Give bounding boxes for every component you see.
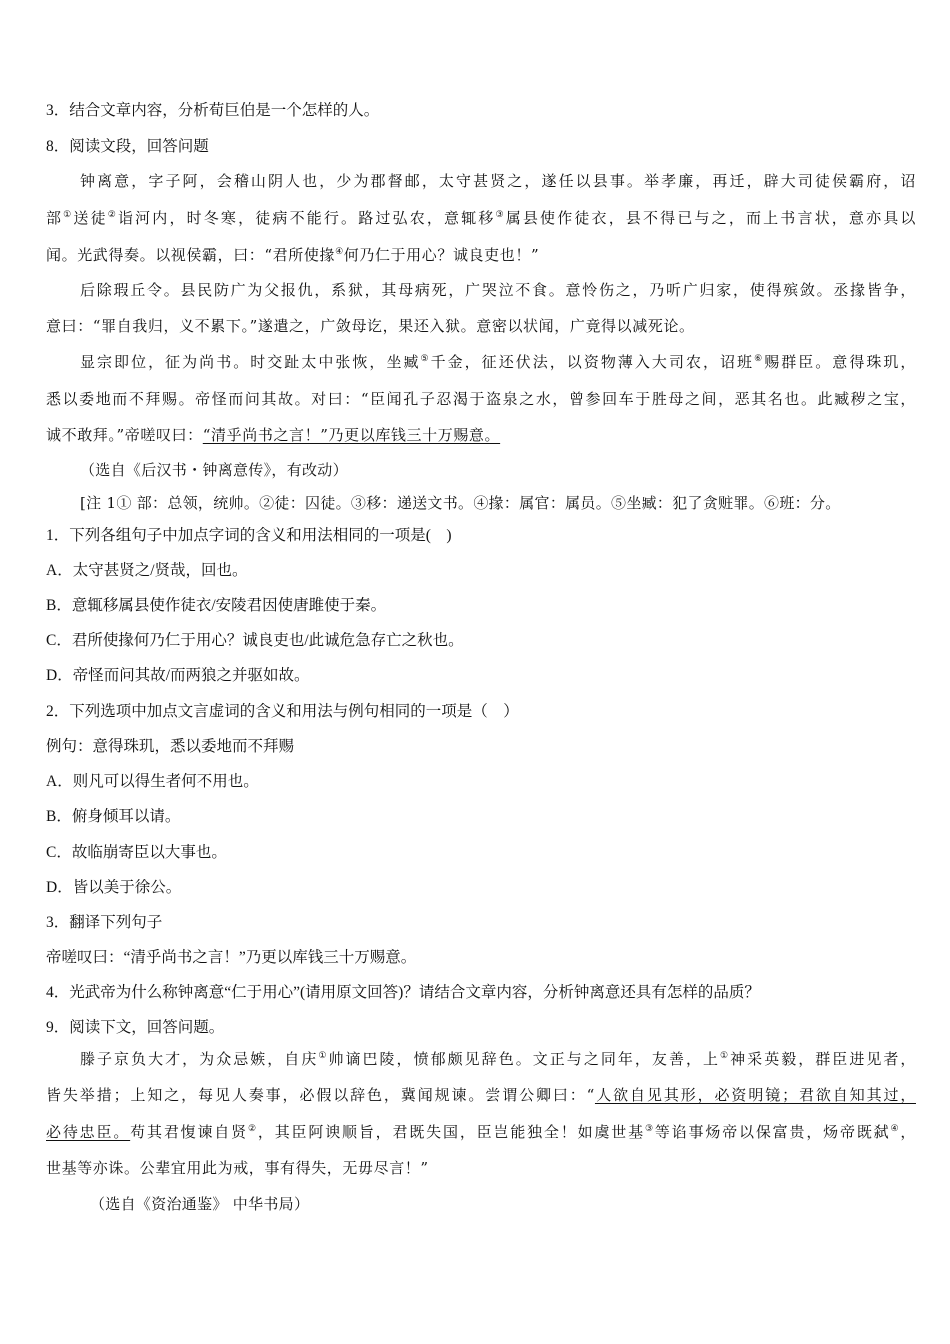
note-marker: ⑤ — [420, 354, 431, 364]
q8-q2-option-b: B．俯身倾耳以请。 — [46, 808, 181, 825]
q8-q1-option-b: B．意辄移属县使作徒衣/安陵君因使唐雎使于秦。 — [46, 597, 387, 614]
passage-9-line1: 滕子京负大才，为众忌嫉，自庆①帅谪巴陵，愤郁颇见辞色。文正与之同年，友善，上①神采英毅，群臣进见者， — [80, 1050, 916, 1068]
q8-question-3: 3．翻译下列句子 — [46, 914, 163, 931]
passage-8-p1-line1: 钟离意，字子阿，会稽山阴人也，少为郡督邮，太守甚贤之，遂任以县事。举孝廉，再迁，辟大司徒侯霸府，诏 — [80, 172, 916, 190]
note-marker: ① — [318, 1051, 329, 1061]
q8-q1-option-d: D．帝怪而问其故/而两狼之并驱如故。 — [46, 667, 310, 684]
note-marker: ① — [63, 210, 74, 220]
note-marker: ④ — [335, 247, 344, 257]
note-marker: ⑥ — [754, 354, 765, 364]
passage-9-line4: 世基等亦诛。公辈宜用此为戒，事有得失，无毋尽言！” — [46, 1159, 429, 1177]
q8-q1-option-c: C．君所使掾何乃仁于用心？诚良吏也/此诚危急存亡之秋也。 — [46, 632, 464, 649]
underlined-sentence: 人欲自见其形，必资明镜；君欲自知其过， — [594, 1086, 916, 1104]
underlined-sentence: “清乎尚书之言！”乃更以库钱三十万赐意。 — [202, 426, 501, 444]
q8-question-4: 4．光武帝为什么称钟离意“仁于用心”(请用原文回答)？请结合文章内容，分析钟离意还具有怎样的品质？ — [46, 984, 760, 1001]
passage-8-source: （选自《后汉书・钟离意传》，有改动） — [80, 461, 348, 479]
q8-q2-option-a: A．则凡可以得生者何不用也。 — [46, 773, 259, 790]
underlined-sentence: 必待忠臣。 — [46, 1123, 131, 1141]
q8-q2-example: 例句：意得珠玑，悉以委地而不拜赐 — [46, 738, 295, 755]
note-marker: ② — [107, 210, 118, 220]
q8-q3-sentence: 帝嗟叹曰：“清乎尚书之言！”乃更以库钱三十万赐意。 — [46, 949, 417, 966]
q8-question-2: 2．下列选项中加点文言虚词的含义和用法与例句相同的一项是（ ） — [46, 703, 519, 720]
passage-9-source: （选自《资治通鉴》 中华书局） — [90, 1195, 310, 1213]
note-marker: ① — [720, 1051, 731, 1061]
passage-8-p3-line3: 诚不敢拜。”帝嗟叹曰：“清乎尚书之言！”乃更以库钱三十万赐意。 — [46, 426, 501, 444]
passage-8-p3-line1: 显宗即位，征为尚书。时交趾太中张恢，坐臧⑤千金，征还伏法，以资物薄入大司农，诏班⑥赐群臣。意得珠玑， — [80, 353, 916, 371]
note-marker: ④ — [890, 1124, 901, 1134]
q8-q1-option-a: A．太守甚贤之/贤哉，回也。 — [46, 562, 248, 579]
passage-8-notes: [注 1① 部：总领，统帅。②徒：囚徒。③移：递送文书。④掾：属官：属员。⑤坐臧：犯了贪赃罪。⑥班：分。 — [80, 494, 841, 512]
question-3-prev: 3．结合文章内容，分析荀巨伯是一个怎样的人。 — [46, 102, 380, 119]
q8-question-1: 1．下列各组句子中加点字词的含义和用法相同的一项是( ) — [46, 527, 452, 544]
note-marker: ② — [247, 1124, 258, 1134]
passage-8-p2-line1: 后除瑕丘令。县民防广为父报仇，系狱，其母病死，广哭泣不食。意怜伤之，乃听广归家，使得殡敛。丞掾皆争， — [80, 281, 916, 299]
note-marker: ③ — [495, 210, 506, 220]
passage-8-p3-line2: 悉以委地而不拜赐。帝怪而问其故。对曰：“臣闻孔子忍渴于盗泉之水，曾参回车于胜母之间，恶其名也。此臧秽之宝， — [46, 390, 916, 408]
q8-q2-option-c: C．故临崩寄臣以大事也。 — [46, 844, 227, 861]
passage-9-line2: 皆失举措；上知之，每见人奏事，必假以辞色，冀闻规谏。尝谓公卿曰：“人欲自见其形，必资明镜；君欲自知其过， — [46, 1086, 916, 1104]
q8-q2-option-d: D．皆以美于徐公。 — [46, 879, 182, 896]
passage-8-p1-line3: 闻。光武得奏。以视侯霸，曰：“君所使掾④何乃仁于用心？诚良吏也！” — [46, 246, 540, 264]
question-8-title: 8．阅读文段，回答问题 — [46, 138, 209, 155]
passage-8-p2-line2: 意曰：“罪自我归，义不累下。”遂遣之，广敛母讫，果还入狱。意密以状闻，广竟得以减死论。 — [46, 317, 695, 335]
question-9-title: 9．阅读下文，回答问题。 — [46, 1019, 225, 1036]
passage-9-line3: 必待忠臣。苟其君愎谏自贤②，其臣阿谀顺旨，君既失国，臣岂能独全！如虞世基③等谄事炀帝以保富贵，炀帝既弑④， — [46, 1123, 917, 1141]
passage-8-p1-line2: 部①送徒②诣河内，时冬寒，徒病不能行。路过弘农，意辄移③属县使作徒衣，县不得已与之，而上书言状，意亦具以 — [46, 209, 917, 227]
note-marker: ③ — [644, 1124, 655, 1134]
